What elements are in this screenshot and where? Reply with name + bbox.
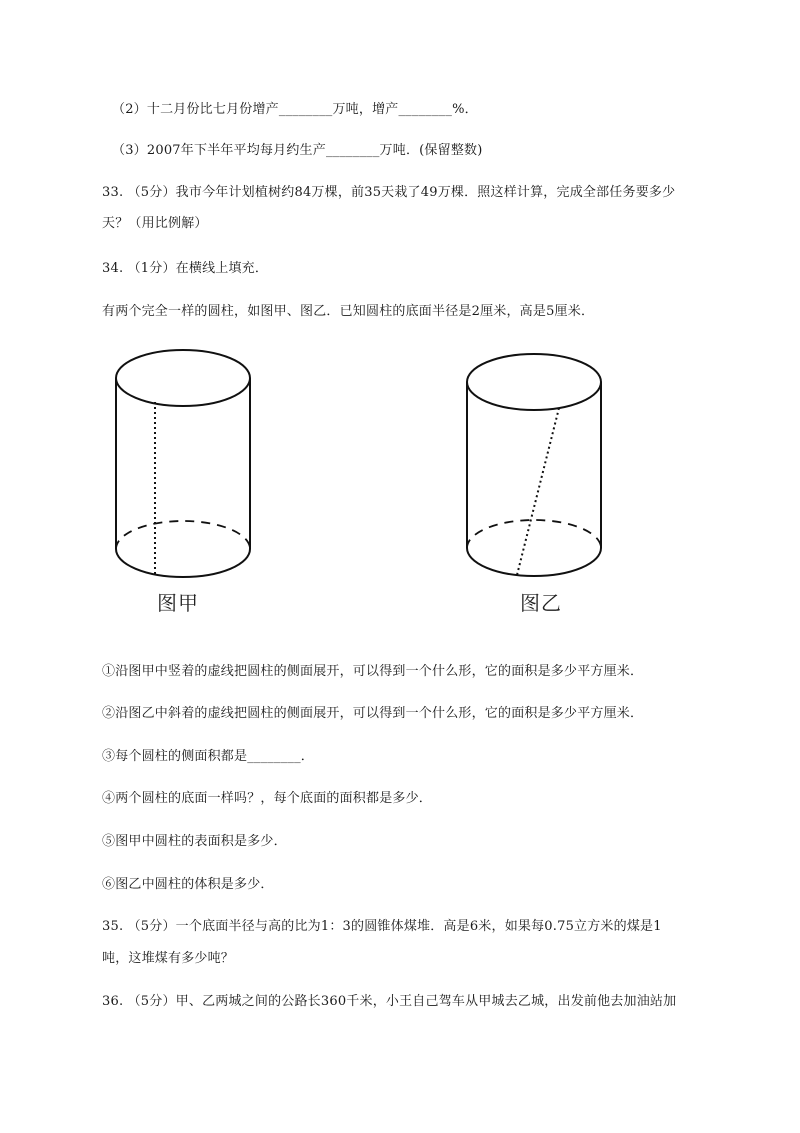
q35-line1: 35. （5分）一个底面半径与高的比为1：3的圆锥体煤堆．高是6米，如果每0.75立方米的煤是1 — [102, 919, 662, 934]
q33-line1: 33. （5分）我市今年计划植树约84万棵，前35天栽了49万棵．照这样计算，完成全部任务要多少 — [102, 185, 676, 200]
cylinders-figure — [100, 345, 660, 620]
cylinders-drawing — [100, 345, 660, 620]
q34-sub5: ⑤图甲中圆柱的表面积是多少． — [102, 834, 287, 849]
q33-line2: 天？（用比例解） — [102, 216, 208, 231]
q35-line2: 吨，这堆煤有多少吨？ — [102, 951, 235, 966]
figure-label-yi: 图乙 — [520, 591, 562, 615]
cylinder-yi-top — [467, 354, 601, 410]
q34-sub6: ⑥图乙中圆柱的体积是多少． — [102, 877, 274, 892]
cylinder-yi-cut-line — [517, 408, 559, 575]
q34-sub3: ③每个圆柱的侧面积都是________． — [102, 749, 315, 764]
cylinder-jia — [116, 350, 250, 577]
q32-part2: （2）十二月份比七月份增产________万吨，增产________%． — [112, 102, 478, 117]
q34-intro: 有两个完全一样的圆柱，如图甲、图乙．已知圆柱的底面半径是2厘米，高是5厘米． — [102, 304, 595, 319]
figure-label-jia: 图甲 — [157, 591, 199, 615]
q34-sub4: ④两个圆柱的底面一样吗？，每个底面的面积都是多少． — [102, 791, 433, 806]
q34-title: 34. （1分）在横线上填充． — [102, 261, 269, 276]
q34-sub2: ②沿图乙中斜着的虚线把圆柱的侧面展开，可以得到一个什么形，它的面积是多少平方厘米． — [102, 706, 644, 721]
q34-sub1: ①沿图甲中竖着的虚线把圆柱的侧面展开，可以得到一个什么形，它的面积是多少平方厘米． — [102, 664, 644, 679]
cylinder-jia-top — [116, 350, 250, 406]
cylinder-jia-bottom-front — [116, 549, 250, 577]
cylinder-yi — [467, 354, 601, 576]
q36-line1: 36. （5分）甲、乙两城之间的公路长360千米，小王自己驾车从甲城去乙城，出发前他去加油站加 — [102, 994, 677, 1009]
q32-part3: （3）2007年下半年平均每月约生产________万吨．(保留整数) — [112, 143, 483, 158]
cylinder-jia-bottom-back — [116, 521, 250, 549]
cylinder-yi-bottom-back — [467, 520, 601, 548]
cylinder-yi-bottom-front — [467, 548, 601, 576]
